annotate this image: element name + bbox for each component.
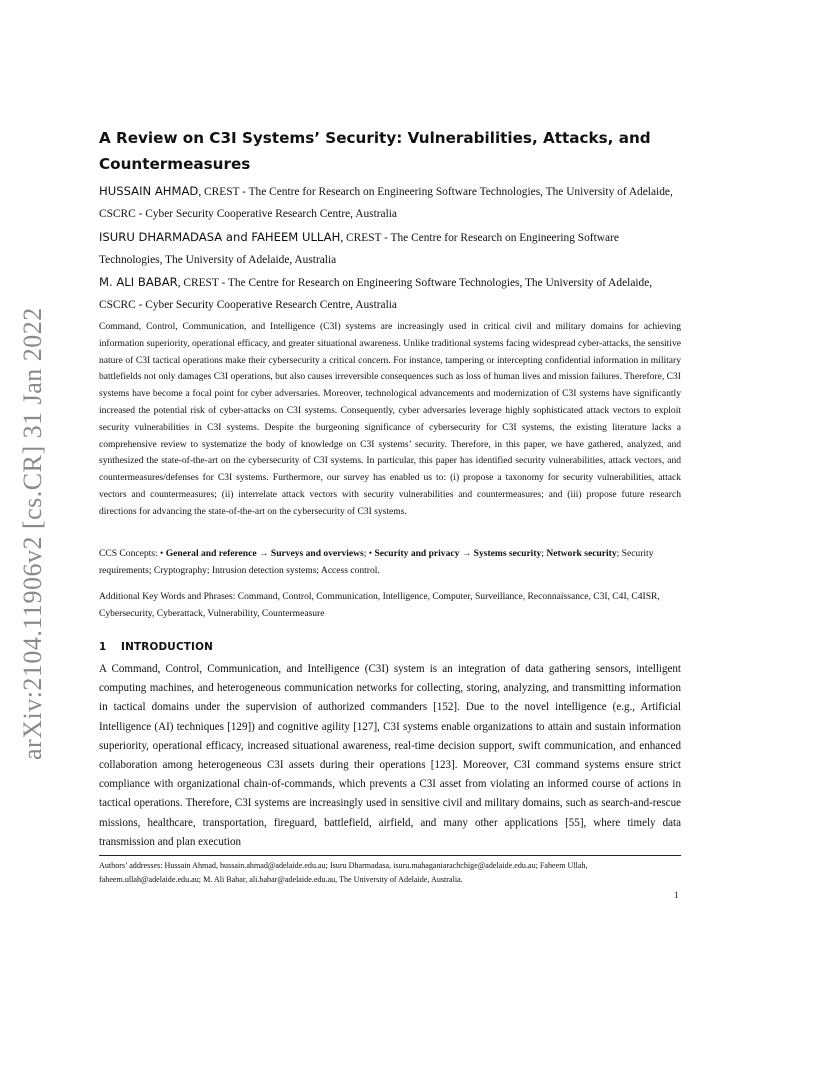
- author-entry: [99, 226, 681, 272]
- footnote-divider: [99, 855, 681, 856]
- arxiv-identifier: arXiv:2104.11906v2 [cs.CR] 31 Jan 2022: [18, 307, 47, 760]
- author-name: HUSSAIN AHMAD: [99, 184, 199, 198]
- title-line-2: Countermeasures: [99, 155, 251, 173]
- ccs-concept: Security and privacy → Systems security: [374, 548, 542, 559]
- section-number: 1: [99, 641, 107, 653]
- ccs-separator: ;: [541, 548, 547, 559]
- author-entry: [99, 271, 681, 317]
- ccs-concepts: [99, 546, 681, 580]
- author-block: [99, 180, 681, 317]
- ccs-concept: Network security: [546, 548, 617, 559]
- ccs-separator: ; •: [363, 548, 375, 559]
- title-line-1: A Review on C3I Systems’ Security: Vulnerabilities, Attacks, and: [99, 129, 651, 147]
- abstract: Command, Control, Communication, and Intelligence (C3I) systems are increasingly used in critical civil and military domains for achieving information superiority, operational efficacy, and greater situational awareness. Unlike traditional systems facing widespread cyber-attacks, the sensitive nature of C3I tactical operations make their cybersecurity a critical concern. For instance, tampering or intercepting confidential information in military battlefields not only damages C3I operations, but also causes irreversible consequences such as loss of human lives and mission failures. Therefore, C3I systems have become a focal point for cyber adversaries. Moreover, technological advancements and modernization of C3I systems have significantly increased the potential risk of cyber-attacks on C3I systems. Consequently, cyber adversaries leverage highly sophisticated attack vectors to exploit security vulnerabilities in C3I systems. Despite the burgeoning significance of cybersecurity for C3I systems, the existing literature lacks a comprehensive review to systematize the body of knowledge on C3I systems’ security. Therefore, in this paper, we have gathered, analyzed, and synthesized the state-of-the-art on the cybersecurity of C3I systems. In particular, this paper has identified security vulnerabilities, attack vectors, and countermeasures/defenses for C3I systems. Furthermore, our survey has enabled us to: (i) propose a taxonomy for security vulnerabilities, attack vectors and countermeasures; (ii) interrelate attack vectors with security vulnerabilities and countermeasures; and (iii) propose future research directions for advancing the state-of-the-art on the cybersecurity of C3I systems.: [99, 321, 681, 517]
- author-name: M. ALI BABAR: [99, 275, 178, 290]
- ccs-concept: General and reference → Surveys and overviews: [165, 548, 364, 559]
- author-entry: [99, 180, 681, 226]
- ccs-label: CCS Concepts: •: [99, 548, 166, 559]
- author-affiliation: , CREST - The Centre for Research on Engineering Software Technologies, The University of Adelaide, CSCRC - Cyber Security Cooperative Research Centre, Australia: [99, 186, 673, 221]
- introduction-paragraph: A Command, Control, Communication, and Intelligence (C3I) system is an integration of data gathering sensors, intelligent computing machines, and heterogeneous communication networks for collecting, storing, analyzing, and transmitting information in tactical domains under the supervision of authorized commanders [152]. Due to the novel intelligence (e.g., Artificial Intelligence (AI) techniques [129]) and cognitive agility [127], C3I systems enable organizations to attain and sustain information superiority, operational efficacy, increased situational awareness, real-time decision support, swift communication, and enhanced collaboration among heterogeneous C3I assets during their operations [123]. Moreover, C3I command systems ensure strict compliance with organizational chain-of-commands, which prevents a C3I asset from violating an informed course of actions in tactical operations. Therefore, C3I systems are increasingly used in sensitive civil and military domains, such as search-and-rescue missions, healthcare, transportation, fireguard, battlefield, airfield, and many other applications [55], where timely data transmission and plan execution: [99, 663, 681, 848]
- section-heading: [99, 641, 213, 653]
- author-affiliation: , CREST - The Centre for Research on Engineering Software Technologies, The University of Adelaide, CSCRC - Cyber Security Cooperative Research Centre, Australia: [99, 277, 653, 312]
- ccs-rest: ; Security requirements; Cryptography; Intrusion detection systems; Access control.: [99, 548, 654, 576]
- author-name: ISURU DHARMADASA and FAHEEM ULLAH: [99, 229, 341, 244]
- section-title: INTRODUCTION: [121, 641, 214, 653]
- author-affiliation: , CREST - The Centre for Research on Engineering Software Technologies, The University of Adelaide, Australia: [99, 231, 619, 266]
- authors-addresses-footnote: Authors’ addresses: Hussain Ahmad, hussain.ahmad@adelaide.edu.au; Isuru Dharmadasa, isuru.mahaganiarachchige@adelaide.edu.au; Faheem Ullah, faheem.ullah@adelaide.edu.au; M. Ali Babar, ali.babar@adelaide.edu.au, The University of Adelaide, Australia.: [99, 861, 588, 884]
- paper-title: [99, 125, 679, 177]
- keywords: Additional Key Words and Phrases: Command, Control, Communication, Intelligence, Computer, Surveillance, Reconnaissance, C3I, C4I, C4ISR, Cybersecurity, Cyberattack, Vulnerability, Countermeasure: [99, 591, 660, 619]
- page-number: 1: [674, 890, 679, 900]
